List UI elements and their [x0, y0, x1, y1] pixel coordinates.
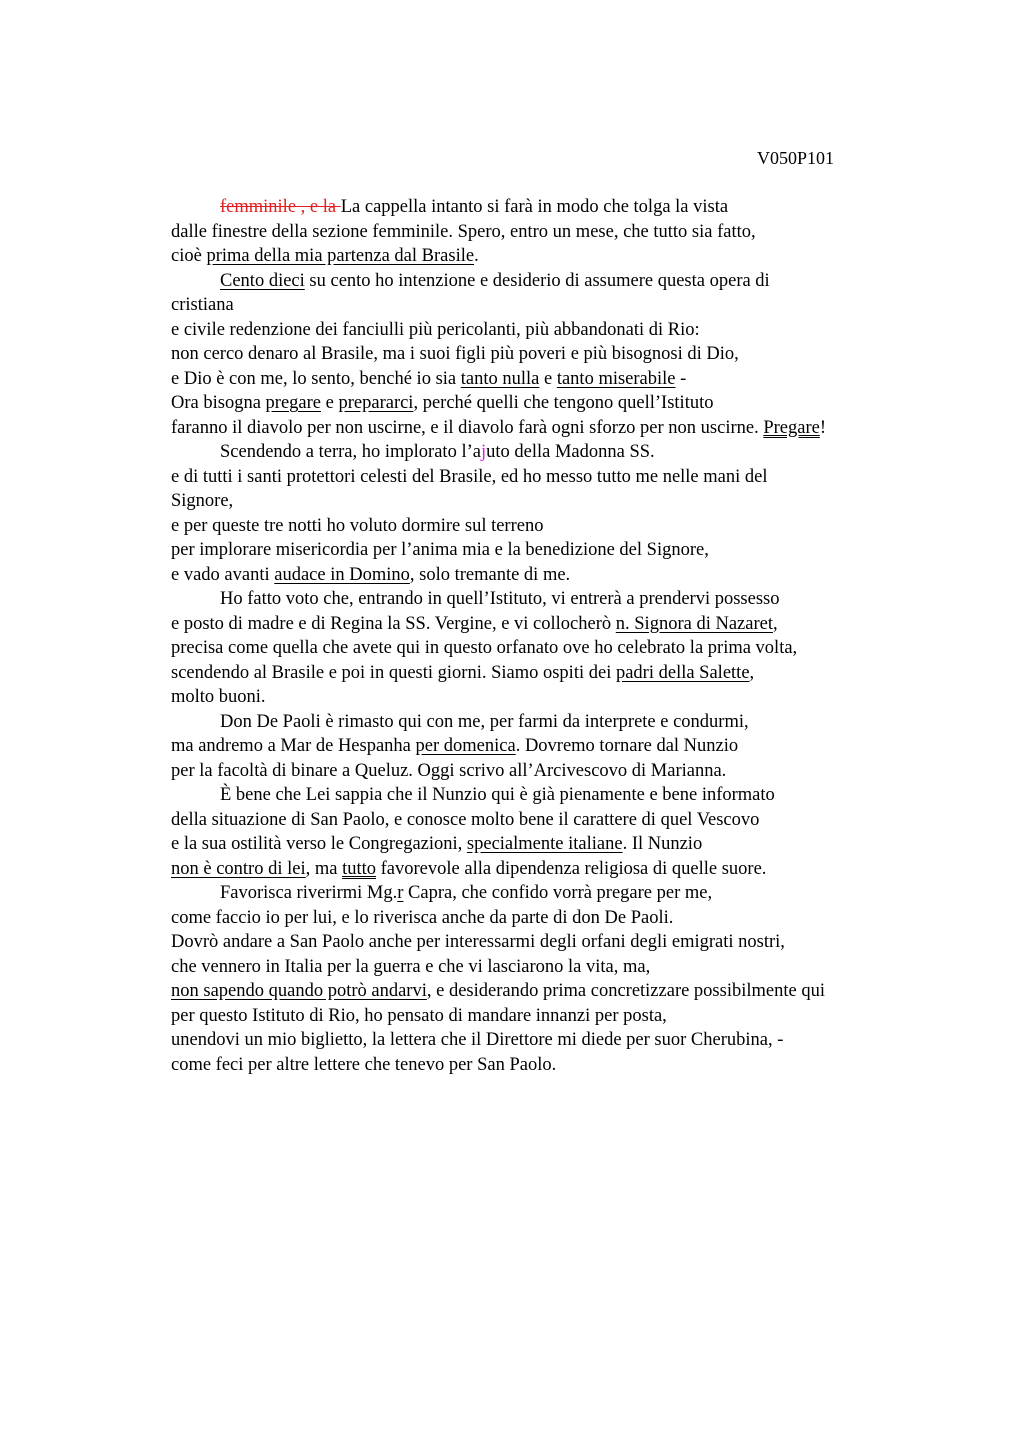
text-span: Dovrò andare a San Paolo anche per interessarmi degli orfani degli emigrati nostri,	[171, 932, 785, 952]
text-span: , solo tremante di me.	[409, 564, 571, 585]
double-underlined-text: tutto	[342, 858, 377, 879]
text-span: e di tutti i santi protettori celesti del Brasile, ed ho messo tutto me nelle mani del	[171, 466, 768, 487]
underlined-text: audace in Domino	[274, 564, 410, 585]
text-line	[171, 269, 931, 294]
text-line	[171, 489, 931, 514]
text-span: per implorare misericordia per l’anima mia e la benedizione del Signore,	[171, 540, 709, 560]
text-line	[171, 612, 931, 637]
highlighted-letter: j	[480, 442, 487, 462]
text-span: La cappella intanto si farà in modo che tolga la vista	[340, 197, 729, 217]
text-line	[171, 220, 931, 245]
text-line	[171, 783, 931, 808]
text-span: Don De Paoli è rimasto qui con me, per farmi da interprete e condurmi,	[220, 711, 749, 732]
text-span: che vennero in Italia per la guerra e che vi lasciarono la vita, ma,	[171, 956, 651, 977]
text-span: , ma	[305, 858, 343, 879]
text-span: su cento ho intenzione e desiderio di assumere questa opera di	[304, 270, 770, 291]
double-underlined-text: Pregare	[763, 417, 820, 438]
text-span: e Dio è con me, lo sento, benché io sia	[171, 368, 461, 389]
text-span: e	[539, 368, 557, 389]
text-line	[171, 465, 931, 490]
text-span: della situazione di San Paolo, e conosce molto bene il carattere di quel Vescovo	[171, 809, 760, 830]
text-span: , e desiderando prima concretizzare possibilmente qui	[426, 981, 825, 1001]
text-line	[171, 685, 931, 710]
text-span: faranno il diavolo per non uscirne, e il diavolo farà ogni sforzo per non uscirne.	[171, 417, 764, 438]
text-line	[171, 857, 931, 882]
text-line	[171, 440, 931, 465]
letter-body	[171, 195, 931, 1077]
text-span: non cerco denaro al Brasile, ma i suoi figli più poveri e più bisognosi di Dio,	[171, 344, 739, 364]
underlined-text: non sapendo quando potrò andarvi	[171, 981, 427, 1001]
text-span: È bene che Lei sappia che il Nunzio qui è già pienamente e bene informato	[220, 785, 775, 805]
underlined-text: Cento dieci	[220, 270, 305, 291]
text-span: .	[474, 246, 479, 266]
text-line	[171, 955, 931, 980]
text-span: -	[675, 368, 687, 389]
underlined-text: per domenica	[415, 736, 516, 756]
text-span: per questo Istituto di Rio, ho pensato di mandare innanzi per posta,	[171, 1005, 667, 1026]
text-line	[171, 930, 931, 955]
text-span: !	[819, 417, 826, 438]
text-span: Favorisca riverirmi Mg.	[220, 883, 398, 903]
text-span: e vado avanti	[171, 564, 275, 585]
text-line	[171, 710, 931, 735]
text-span: come faccio io per lui, e lo riverisca anche da parte di don De Paoli.	[171, 907, 674, 928]
text-line	[171, 244, 931, 269]
underlined-text: padri della Salette	[615, 662, 750, 683]
text-line	[171, 318, 931, 343]
text-span: ,	[749, 662, 755, 683]
text-span: , perché quelli che tengono quell’Istituto	[413, 393, 714, 413]
text-span: Scendendo a terra, ho implorato l’a	[220, 442, 481, 462]
text-line	[171, 1028, 931, 1053]
text-span: uto della Madonna SS.	[486, 442, 655, 462]
text-line	[171, 906, 931, 931]
text-span: Capra, che confido vorrà pregare per me,	[403, 883, 713, 903]
text-span: Ora bisogna	[171, 393, 266, 413]
text-line	[171, 391, 931, 416]
text-span: e posto di madre e di Regina la SS. Vergine, e vi collocherò	[171, 613, 616, 634]
text-span: favorevole alla dipendenza religiosa di quelle suore.	[376, 858, 767, 879]
text-span: scendendo al Brasile e poi in questi giorni. Siamo ospiti dei	[171, 662, 616, 683]
text-span: per la facoltà di binare a Queluz. Oggi scrivo all’Arcivescovo di Marianna.	[171, 760, 727, 781]
text-span: ,	[772, 613, 778, 634]
text-line	[171, 342, 931, 367]
text-span: e per queste tre notti ho voluto dormire sul terreno	[171, 515, 544, 536]
text-span: molto buoni.	[171, 687, 266, 707]
text-line	[171, 734, 931, 759]
text-line	[171, 661, 931, 686]
underlined-text: n. Signora di Nazaret	[615, 613, 773, 634]
text-line	[171, 195, 931, 220]
text-span: cioè	[171, 246, 207, 266]
text-line	[171, 832, 931, 857]
text-span: Ho fatto voto che, entrando in quell’Istituto, vi entrerà a prendervi possesso	[220, 589, 780, 609]
text-span: unendovi un mio biglietto, la lettera che il Direttore mi diede per suor Cherubina, -	[171, 1030, 784, 1050]
page-code: V050P101	[757, 148, 835, 168]
text-line	[171, 514, 931, 539]
text-span: cristiana	[171, 295, 234, 315]
text-line	[171, 979, 931, 1004]
text-line	[171, 808, 931, 833]
text-line	[171, 367, 931, 392]
text-line	[171, 636, 931, 661]
text-span: precisa come quella che avete qui in questo orfanato ove ho celebrato la prima volta,	[171, 638, 798, 658]
text-span: come feci per altre lettere che tenevo per San Paolo.	[171, 1054, 557, 1075]
text-line	[171, 759, 931, 784]
text-span: dalle finestre della sezione femminile. Spero, entro un mese, che tutto sia fatto,	[171, 221, 756, 242]
underlined-text: pregare	[265, 393, 322, 413]
text-line	[171, 881, 931, 906]
text-line	[171, 563, 931, 588]
text-span: e	[321, 393, 339, 413]
text-line	[171, 416, 931, 441]
text-line	[171, 1004, 931, 1029]
text-line	[171, 293, 931, 318]
underlined-text: tanto miserabile	[556, 368, 676, 389]
underlined-text: prepararci	[338, 393, 414, 413]
text-line	[171, 587, 931, 612]
underlined-text: prima della mia partenza dal Brasile	[206, 246, 475, 266]
text-span: . Il Nunzio	[622, 834, 703, 854]
text-span: Signore,	[171, 491, 234, 511]
underlined-text: tanto nulla	[460, 368, 540, 389]
text-span: e civile redenzione dei fanciulli più pericolanti, più abbandonati di Rio:	[171, 319, 700, 340]
text-line	[171, 538, 931, 563]
text-line	[171, 1053, 931, 1078]
underlined-text: r	[397, 883, 404, 903]
text-span: ma andremo a Mar de Hespanha	[171, 736, 416, 756]
underlined-text: non è contro di lei	[171, 858, 306, 879]
text-span: . Dovremo tornare dal Nunzio	[515, 736, 739, 756]
text-span: e la sua ostilità verso le Congregazioni,	[171, 834, 467, 854]
deleted-text: femminile , e la	[220, 197, 341, 217]
underlined-text: specialmente italiane	[466, 834, 623, 854]
